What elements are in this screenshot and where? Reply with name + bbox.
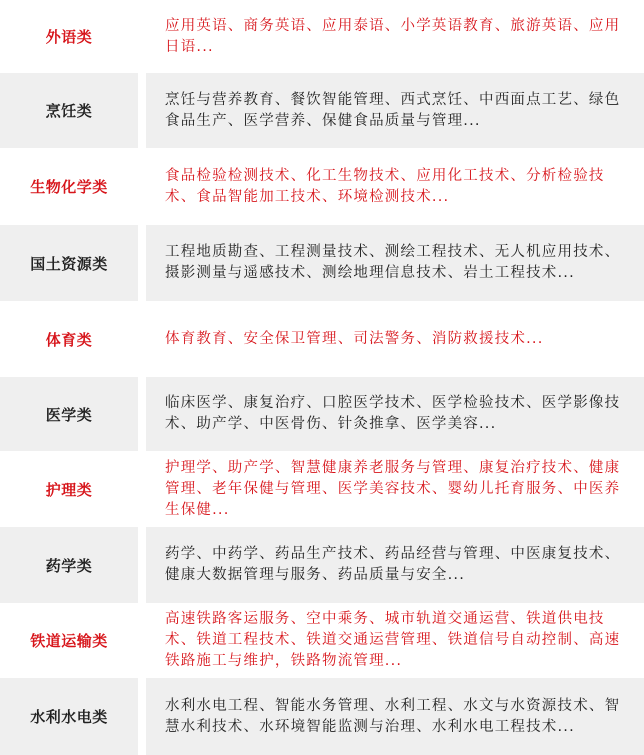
category-label: 药学类: [0, 527, 138, 603]
category-description: 护理学、助产学、智慧健康养老服务与管理、康复治疗技术、健康管理、老年保健与管理、医学美容技术、婴幼儿托育服务、中医养生保健...: [146, 451, 644, 527]
category-label: 水利水电类: [0, 678, 138, 755]
table-row: [0, 148, 644, 225]
category-description: 临床医学、康复治疗、口腔医学技术、医学检验技术、医学影像技术、助产学、中医骨伤、针灸推拿、医学美容...: [146, 377, 644, 451]
category-description: 体育教育、安全保卫管理、司法警务、消防救援技术...: [146, 301, 644, 377]
category-label: 烹饪类: [0, 73, 138, 148]
table-row: [0, 527, 644, 603]
category-description: 药学、中药学、药品生产技术、药品经营与管理、中医康复技术、健康大数据管理与服务、药品质量与安全...: [146, 527, 644, 603]
table-row: [0, 301, 644, 377]
category-label: 医学类: [0, 377, 138, 451]
category-description: 应用英语、商务英语、应用泰语、小学英语教育、旅游英语、应用日语...: [146, 0, 644, 73]
table-row: [0, 0, 644, 73]
category-label: 外语类: [0, 0, 138, 73]
table-row: [0, 73, 644, 148]
category-label: 体育类: [0, 301, 138, 377]
table-row: [0, 451, 644, 527]
category-label: 护理类: [0, 451, 138, 527]
category-description: 工程地质勘查、工程测量技术、测绘工程技术、无人机应用技术、摄影测量与遥感技术、测绘地理信息技术、岩土工程技术...: [146, 225, 644, 301]
category-description: 水利水电工程、智能水务管理、水利工程、水文与水资源技术、智慧水利技术、水环境智能监测与治理、水利水电工程技术...: [146, 678, 644, 755]
category-label: 国土资源类: [0, 225, 138, 301]
table-row: [0, 678, 644, 755]
category-description: 烹饪与营养教育、餐饮智能管理、西式烹饪、中西面点工艺、绿色食品生产、医学营养、保健食品质量与管理...: [146, 73, 644, 148]
category-description: 高速铁路客运服务、空中乘务、城市轨道交通运营、铁道供电技术、铁道工程技术、铁道交通运营管理、铁道信号自动控制、高速铁路施工与维护，铁路物流管理...: [146, 603, 644, 678]
table-row: [0, 603, 644, 678]
category-label: 铁道运输类: [0, 603, 138, 678]
table-row: [0, 225, 644, 301]
category-description: 食品检验检测技术、化工生物技术、应用化工技术、分析检验技术、食品智能加工技术、环境检测技术...: [146, 148, 644, 225]
table-row: [0, 377, 644, 451]
category-label: 生物化学类: [0, 148, 138, 225]
